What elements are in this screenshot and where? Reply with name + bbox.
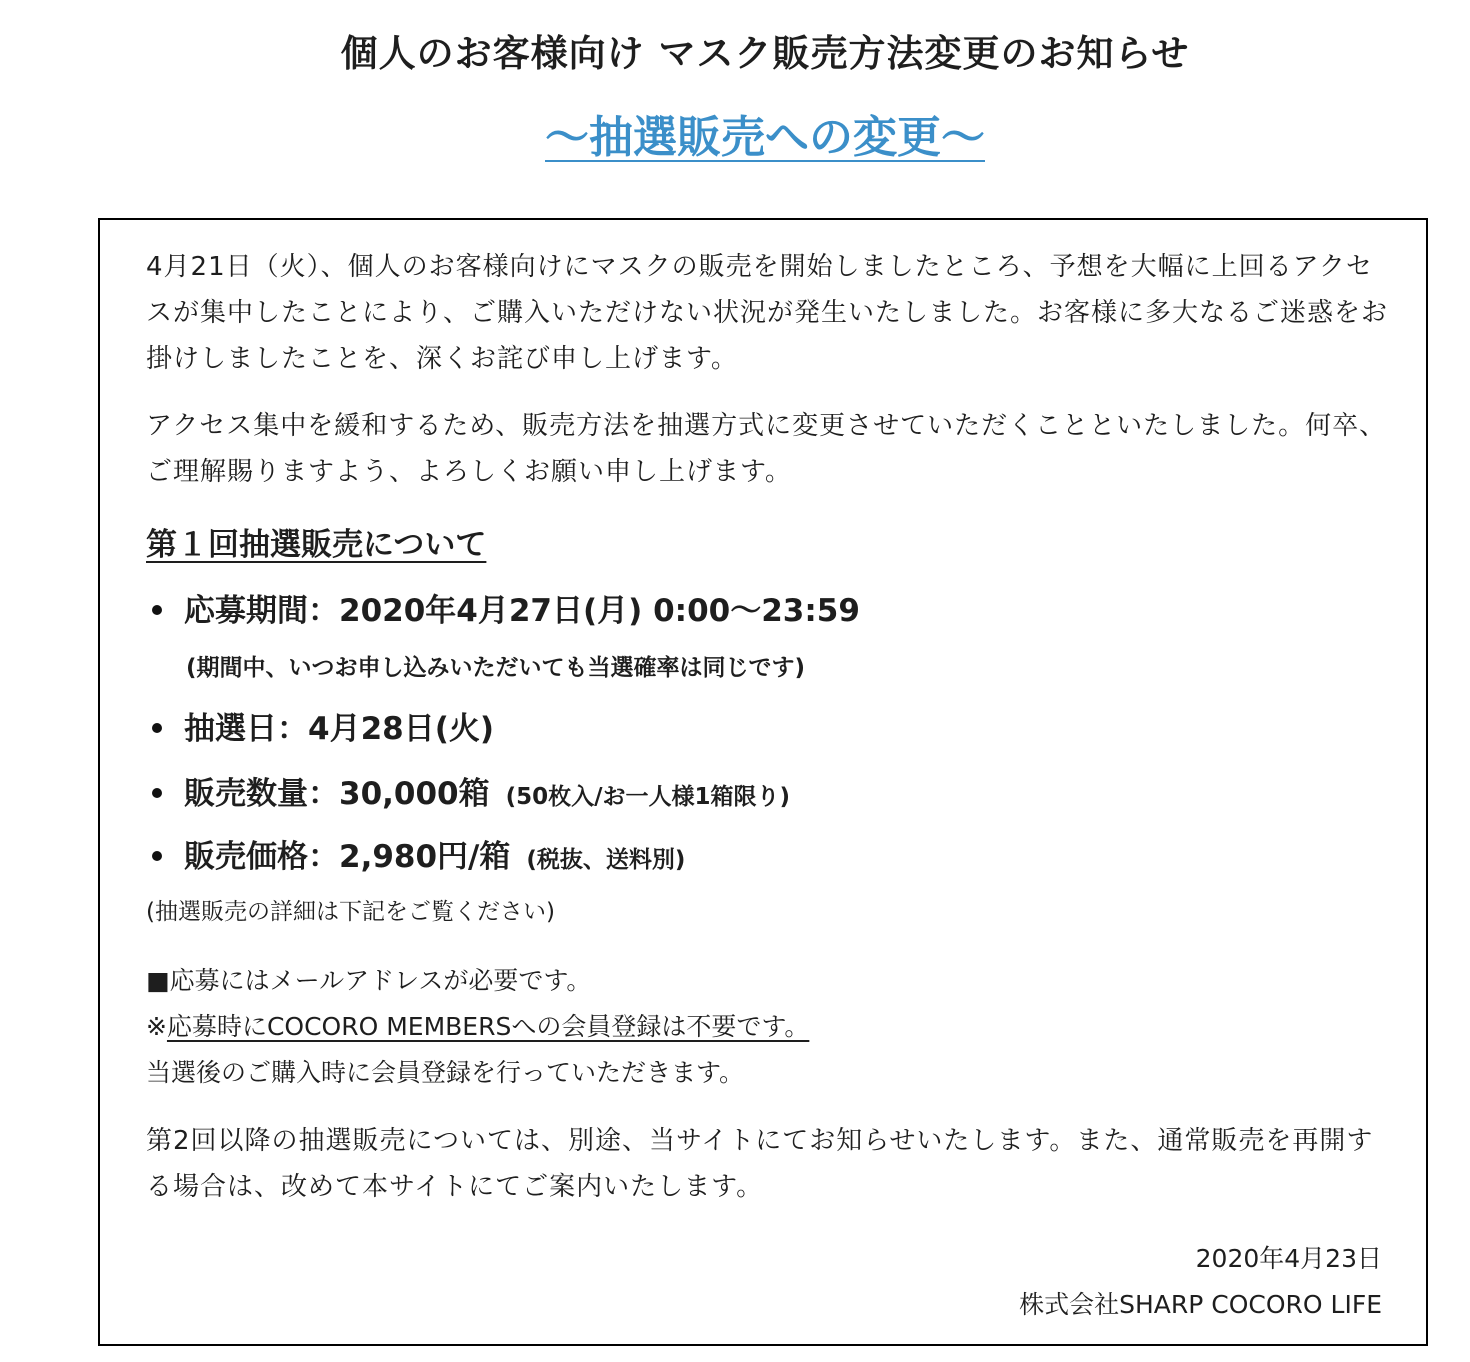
detail-note: (抽選販売の詳細は下記をご覧ください) xyxy=(146,899,555,925)
bullet-text: 販売数量：30,000箱 xyxy=(184,776,490,812)
membership-note-prefix: ※ xyxy=(146,1012,167,1041)
membership-note-underlined: 応募時にCOCORO MEMBERSへの会員登録は不要です。 xyxy=(166,1012,810,1041)
future-sales-paragraph: 第2回以降の抽選販売については、別途、当サイトにてお知らせいたします。また、通常販売を再開する場合は、改めて本サイトにてご案内いたします。 xyxy=(146,1126,1374,1202)
bullet-dot-icon xyxy=(152,851,162,861)
membership-note xyxy=(146,1004,809,1050)
email-requirement-block xyxy=(146,958,809,1096)
signature-block xyxy=(1019,1236,1382,1328)
page-title: 個人のお客様向け マスク販売方法変更のお知らせ xyxy=(340,32,1190,75)
period-note: (期間中、いつお申し込みいただいても当選確率は同じです) xyxy=(186,655,806,681)
bullet-text: 抽選日：4月28日(火) xyxy=(184,711,495,747)
bullet-dot-icon xyxy=(152,723,162,733)
bullet-sales-quantity xyxy=(152,771,790,820)
bullet-text: 応募期間：2020年4月27日(月) 0:00～23:59 xyxy=(184,593,860,629)
method-change-paragraph: アクセス集中を緩和するため、販売方法を抽選方式に変更させていただくことといたしました。何卒、ご理解賜りますよう、よろしくお願い申し上げます。 xyxy=(146,411,1387,487)
bullet-lottery-date xyxy=(152,706,494,752)
page-subtitle: ～抽選販売への変更～ xyxy=(545,112,985,163)
bullet-note: (50枚入/お一人様1箱限り) xyxy=(505,784,791,810)
bullet-dot-icon xyxy=(152,605,162,615)
section-heading: 第１回抽選販売について xyxy=(146,527,487,563)
membership-after-text: 当選後のご購入時に会員登録を行っていただきます。 xyxy=(146,1058,745,1087)
bullet-sales-price xyxy=(152,834,685,883)
apology-paragraph: 4月21日（火）、個人のお客様向けにマスクの販売を開始しましたところ、予想を大幅に上回るアクセスが集中したことにより、ご購入いただけない状況が発生いたしました。お客様に多大なるご迷惑をお掛けしましたことを、深くお詫び申し上げます。 xyxy=(146,252,1389,374)
bullet-note: (税抜、送料別) xyxy=(526,847,686,873)
bullet-dot-icon xyxy=(152,788,162,798)
bullet-application-period xyxy=(152,588,860,634)
company-name: 株式会社SHARP COCORO LIFE xyxy=(1019,1290,1382,1319)
email-required-text: ■応募にはメールアドレスが必要です。 xyxy=(146,966,592,995)
notice-date: 2020年4月23日 xyxy=(1195,1244,1382,1273)
bullet-text: 販売価格：2,980円/箱 xyxy=(184,839,511,875)
